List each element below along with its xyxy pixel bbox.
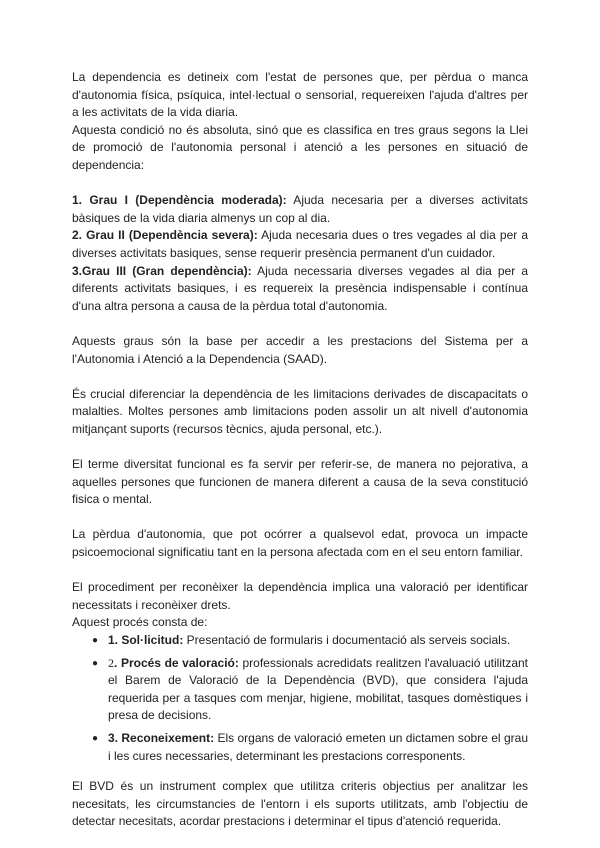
grade-2 — [72, 227, 528, 262]
step-3-text: Els organs de valoració emeten un dictamen sobre el grau i les cures necessaries, determinant les prestacions corresponents. — [108, 730, 528, 763]
grade-2-title: 2. Grau II (Dependència severa): — [72, 228, 258, 243]
bullet-icon: ● — [92, 657, 99, 669]
procedure-paragraph: El procediment per reconèixer la dependència implica una valoració per identificar necessitats i reconèixer drets. — [72, 580, 528, 612]
bvd-paragraph: El BVD és un instrument complex que utilitza criteris objectius per analitzar les necesitats, les circumstancies de l'entorn i els suports utilitzats, amb l'objectiu de detectar necesitats, acordar prestacions i determinar el tipus d'atenció requerida. — [72, 779, 528, 829]
intro-paragraph-1: La dependencia es detineix com l'estat de persones que, per pèrdua o manca d'autonomia física, psíquica, intel·lectual o sensorial, requereixen l'ajuda d'altres per a les activitats de la vida diaria. — [72, 70, 528, 120]
diversity-paragraph: El terme diversitat funcional es fa servir per referir-se, de manera no pejorativa, a aquelles persones que funcionen de manera diferent a causa de la seva constitució fisica o mental. — [72, 457, 528, 507]
grade-3-text: Ajuda necessaria diverses vegades al dia per a diferents activitats basiques, i es requereix la presència indispensable i contínua d'una altra persona a causa de la pèrdua total d'autonomia. — [72, 263, 529, 313]
procedure-step — [72, 730, 528, 765]
grade-3-title: 3.Grau III (Gran dependència): — [72, 263, 252, 278]
step-1-text: Presentació de formularis i documentació als serveis socials. — [183, 633, 511, 647]
intro-paragraph-2: Aquesta condició no és absoluta, sinó que es classifica en tres graus segons la Llei de promoció de l'autonomia personal i atenció a les persones en situació de dependencia: — [72, 122, 528, 172]
bullet-icon: ● — [92, 732, 99, 744]
procedure-steps-list — [72, 632, 528, 765]
grade-3 — [72, 263, 528, 316]
grade-1-text: Ajuda necesaria per a diverses activitats bàsiques de la vida diaria almenys un cop al dia. — [72, 193, 529, 225]
procedure-step — [72, 655, 528, 725]
step-2-title: . Procés de valoració: — [114, 655, 239, 670]
step-2-text: professionals acredidats realitzen l'avaluació utilitzant el Barem de Valoració de la Dependència (BVD), que considera l'ajuda requerida per a tasques com menjar, higiene, mobilitat, tasques domèstiques i presa de decisions. — [108, 655, 528, 723]
step-3-title: 3. Reconeixement: — [108, 730, 215, 745]
procedure-intro: Aquest procés consta de: — [72, 615, 208, 630]
step-1-title: 1. Sol·licitud: — [108, 633, 184, 647]
disability-paragraph: És crucial diferenciar la dependència de les limitacions derivades de discapacitats o malalties. Moltes persones amb limitacions poden assolir un alt nivell d'autonomia mitjançant suports (recursos tècnics, ajuda personal, etc.). — [72, 386, 528, 436]
procedure-step — [72, 632, 528, 650]
bullet-icon: ● — [92, 635, 99, 646]
saad-paragraph: Aquests graus són la base per accedir a les prestacions del Sistema per a l'Autonomia i Atenció a la Dependencia (SAAD). — [72, 333, 528, 366]
autonomy-loss-paragraph: La pèrdua d'autonomia, que pot ocórrer a qualsevol edat, provoca un impacte psicoemocional significatiu tant en la persona afectada com en el seu entorn familiar. — [72, 527, 528, 560]
step-2-number: 2 — [108, 655, 114, 670]
grade-2-text: Ajuda necesaria dues o tres vegades al dia per a diverses activitats basiques, sense requerir presència permanent d'un cuidador. — [72, 228, 528, 260]
grade-1 — [72, 192, 528, 227]
grade-1-title: 1. Grau I (Dependència moderada): — [72, 193, 287, 208]
grades-list — [72, 192, 528, 315]
